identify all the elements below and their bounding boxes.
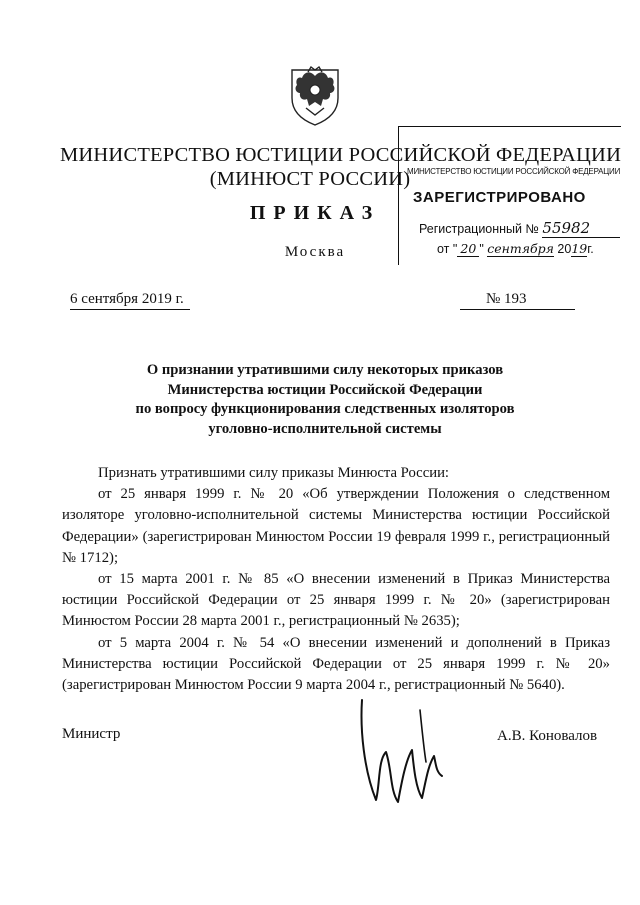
title-line3: по вопросу функционирования следственных изоляторов	[135, 401, 515, 418]
ministry-name-line2: (МИНЮСТ РОССИИ)	[209, 168, 411, 190]
stamp-reg-number: 55982	[542, 219, 620, 238]
body-item-3: от 5 марта 2004 г. № 54 «О внесении изменений и дополнений в Приказ Министерства юстиции Российской Федерации от 25 января 1999 г. № 20» (зарегистрирован Минюстом России 9 марта 2004 г., регистрационный № 5640).	[62, 634, 610, 694]
document-date: 6 сентября 2019 г.	[70, 291, 190, 310]
body-item-1: от 25 января 1999 г. № 20 «Об утверждении Положения о следственном изоляторе уголовно-исполнительной системы Министерства юстиции Российской Федерации» (зарегистрирован Минюстом России 19 февраля 1999 г., регистрационный № 1712);	[62, 486, 610, 566]
body-item-2: от 15 марта 2001 г. № 85 «О внесении изменений в Приказ Министерства юстиции Российской Федерации от 25 января 1999 г. № 20» (зарегистрирован Минюстом России 28 марта 2001 г., регистрационный № 2635);	[62, 571, 610, 630]
stamp-caption: МИНИСТЕРСТВО ЮСТИЦИИ РОССИЙСКОЙ ФЕДЕРАЦИИ	[407, 167, 621, 176]
signatory-position: Министр	[62, 726, 121, 742]
title-line4: уголовно-исполнительной системы	[208, 420, 442, 437]
signatory-name: А.В. Коновалов	[497, 728, 598, 744]
document-body	[62, 463, 610, 696]
stamp-date-year-prefix: 20	[557, 242, 572, 256]
document-city: Москва	[284, 244, 346, 260]
coat-of-arms-icon	[286, 62, 344, 126]
handwritten-signature-icon	[350, 690, 470, 820]
stamp-reg-number-line	[419, 219, 620, 238]
stamp-date-year: 19	[571, 241, 588, 256]
document-type: ПРИКАЗ	[249, 202, 381, 224]
document-title	[100, 361, 550, 439]
stamp-registered: ЗАРЕГИСТРИРОВАНО	[413, 189, 586, 206]
body-intro: Признать утратившими силу приказы Минюста России:	[98, 465, 450, 481]
stamp-date-month: сентября	[487, 241, 554, 256]
stamp-reg-label: Регистрационный №	[419, 222, 539, 236]
stamp-date-suffix: г.	[587, 242, 594, 256]
title-line2: Министерства юстиции Российской Федерации	[167, 381, 483, 398]
title-line1: О признании утратившими силу некоторых приказов	[146, 362, 504, 378]
ministry-name-line1: МИНИСТЕРСТВО ЮСТИЦИИ РОССИЙСКОЙ ФЕДЕРАЦИИ	[60, 144, 622, 166]
stamp-date-day: 20	[457, 241, 479, 257]
stamp-date-prefix: от	[437, 242, 450, 256]
stamp-date-line: от " 20 " сентября 2019г.	[437, 241, 594, 256]
document-number: № 193	[460, 291, 575, 310]
registration-stamp	[398, 126, 621, 265]
